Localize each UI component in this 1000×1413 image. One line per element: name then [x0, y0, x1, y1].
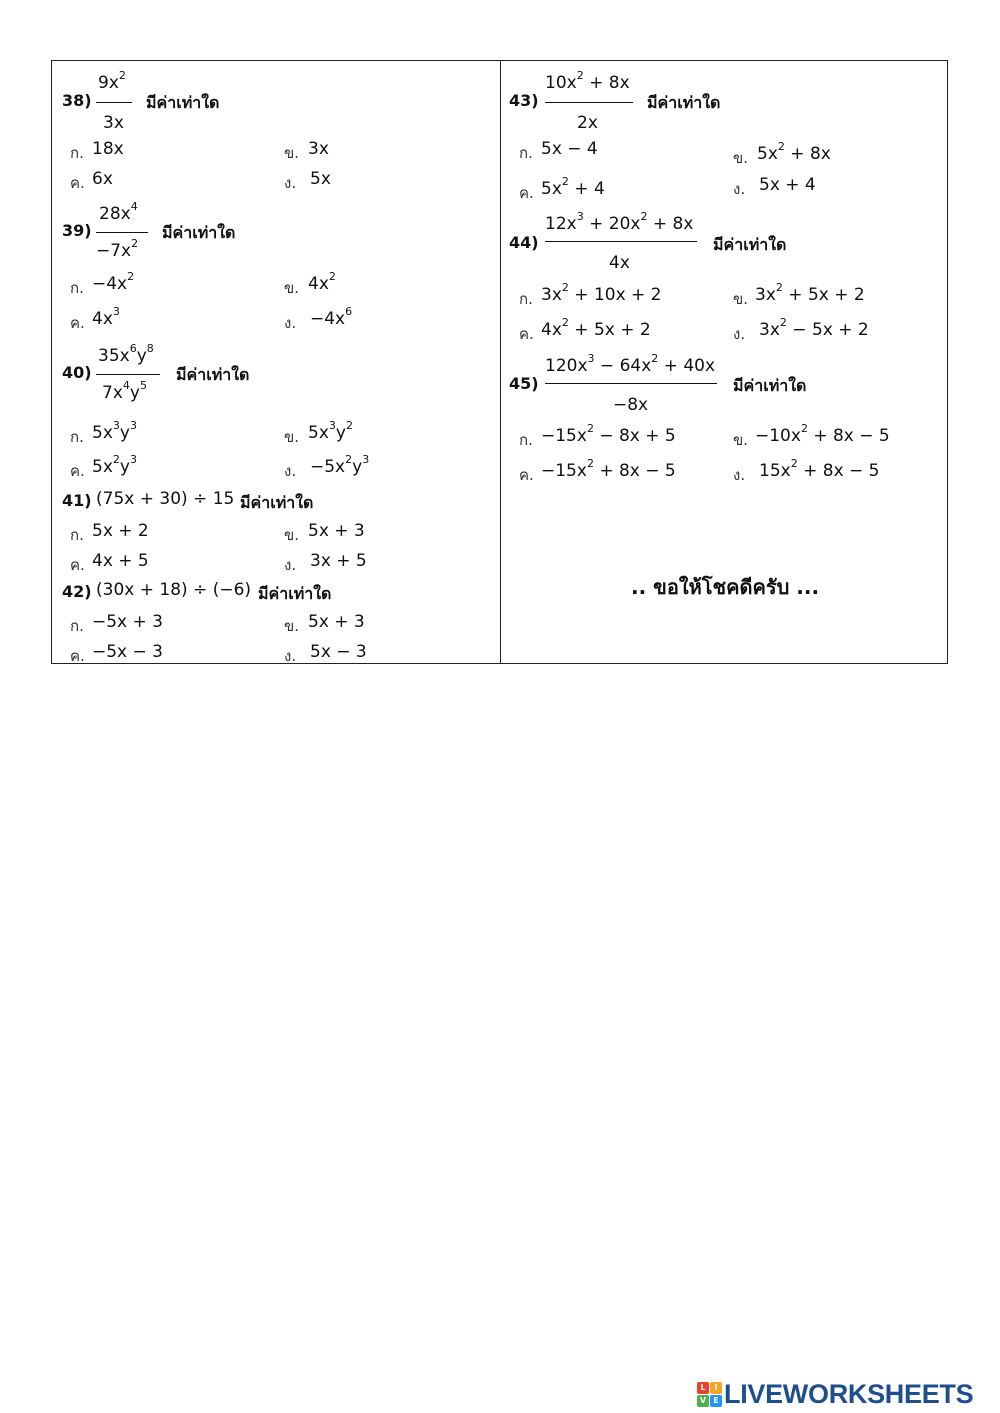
option-label: ค. — [519, 466, 534, 484]
option-label: ข. — [284, 144, 300, 162]
option-c[interactable]: 4x + 5 — [92, 551, 149, 571]
denominator-exponent: 2 — [131, 237, 139, 250]
question-suffix: มีค่าเท่าใด — [733, 376, 807, 395]
option-b-exponent: 2 — [328, 270, 336, 283]
question-suffix: มีค่าเท่าใด — [647, 93, 721, 112]
option-d-exponent: 6 — [345, 305, 353, 318]
option-label: ง. — [733, 466, 746, 484]
question-suffix: มีค่าเท่าใด — [713, 235, 787, 254]
question-expression: (30x + 18) ÷ (−6) — [96, 580, 252, 600]
option-c-exponent: 3 — [112, 305, 120, 318]
option-a[interactable]: 5x + 2 — [92, 521, 149, 541]
fraction-bar — [545, 241, 697, 242]
left-column — [52, 61, 500, 663]
option-d[interactable] — [310, 305, 353, 329]
option-c[interactable]: −5x − 3 — [92, 642, 163, 662]
option-b[interactable]: $-10x^2 + 8x - 5$ — [755, 422, 890, 446]
option-label: ค. — [70, 314, 85, 332]
option-a[interactable]: −5x + 3 — [92, 612, 163, 632]
fraction-bar — [545, 102, 633, 103]
numerator — [98, 69, 126, 93]
denominator: 4x — [609, 253, 630, 273]
denominator: $7x^4y^5$ — [102, 379, 147, 403]
option-label: ก. — [519, 431, 533, 449]
option-a-exponent: 2 — [127, 270, 135, 283]
option-b[interactable] — [308, 270, 336, 294]
question-number: 44) — [509, 233, 539, 252]
option-d[interactable]: 3x + 5 — [310, 551, 367, 571]
option-c[interactable]: $-15x^2 + 8x - 5$ — [541, 457, 676, 481]
numerator-text: 28x — [99, 204, 131, 224]
question-number: 40) — [62, 363, 92, 382]
option-a[interactable]: $3x^2 + 10x + 2$ — [541, 281, 662, 305]
option-c[interactable]: 6x — [92, 169, 113, 189]
option-label: ง. — [733, 180, 746, 198]
option-label: ง. — [284, 647, 297, 665]
numerator: $35x^6y^8$ — [98, 342, 154, 366]
numerator: $10x^2 + 8x$ — [545, 69, 630, 93]
closing-message: .. ขอให้โชคดีครับ ... — [631, 575, 820, 599]
numerator — [99, 200, 138, 224]
option-label: ค. — [519, 325, 534, 343]
numerator: $12x^3 + 20x^2 + 8x$ — [545, 210, 694, 234]
option-label: ข. — [733, 149, 749, 167]
question-suffix: มีค่าเท่าใด — [162, 223, 236, 242]
question-number: 38) — [62, 91, 92, 110]
option-c-text: 4x — [92, 309, 113, 329]
brand-mark-letter: V — [697, 1395, 709, 1407]
option-a-text: −4x — [92, 274, 128, 294]
option-label: ง. — [733, 325, 746, 343]
numerator-exponent: 4 — [130, 200, 138, 213]
option-label: ค. — [70, 462, 85, 480]
option-label: ง. — [284, 314, 297, 332]
option-d[interactable]: $3x^2 - 5x + 2$ — [759, 316, 869, 340]
option-b[interactable]: $5x^3y^2$ — [308, 419, 353, 443]
option-label: ก. — [70, 428, 84, 446]
option-a[interactable] — [92, 270, 135, 294]
option-label: ข. — [284, 526, 300, 544]
question-suffix: มีค่าเท่าใด — [176, 365, 250, 384]
brand-name: LIVEWORKSHEETS — [724, 1378, 974, 1409]
option-b[interactable]: 3x — [308, 139, 329, 159]
option-c[interactable] — [92, 305, 120, 329]
option-b[interactable]: $3x^2 + 5x + 2$ — [755, 281, 865, 305]
option-label: ก. — [70, 279, 84, 297]
option-label: ง. — [284, 556, 297, 574]
question-number: 43) — [509, 91, 539, 110]
numerator-exponent: 2 — [118, 69, 126, 82]
fraction-bar — [96, 232, 148, 233]
denominator — [96, 237, 139, 261]
question-expression: (75x + 30) ÷ 15 — [96, 489, 235, 509]
option-label: ก. — [70, 526, 84, 544]
option-label: ง. — [284, 462, 297, 480]
numerator-text: 9x — [98, 73, 119, 93]
denominator-text: −7x — [96, 241, 132, 261]
option-label: ข. — [733, 431, 749, 449]
option-label: ข. — [733, 290, 749, 308]
brand-mark-icon — [697, 1382, 722, 1407]
option-c[interactable]: $5x^2 + 4$ — [541, 175, 605, 199]
option-a[interactable]: 18x — [92, 139, 124, 159]
option-label: ก. — [70, 144, 84, 162]
option-label: ข. — [284, 617, 300, 635]
option-d[interactable]: $15x^2 + 8x - 5$ — [759, 457, 880, 481]
denominator: 2x — [577, 113, 598, 133]
option-d[interactable]: 5x − 3 — [310, 642, 367, 662]
question-suffix: มีค่าเท่าใด — [258, 584, 332, 603]
option-b[interactable]: $5x^2 + 8x$ — [757, 140, 831, 164]
option-b[interactable]: 5x + 3 — [308, 612, 365, 632]
option-label: ค. — [70, 647, 85, 665]
liveworksheets-logo — [697, 1378, 973, 1410]
option-a[interactable]: 5x − 4 — [541, 139, 598, 159]
option-a[interactable]: $5x^3y^3$ — [92, 419, 137, 443]
option-label: ง. — [284, 174, 297, 192]
option-label: ก. — [70, 617, 84, 635]
brand-mark-letter: I — [710, 1382, 722, 1394]
denominator: −8x — [613, 395, 649, 415]
option-label: ก. — [519, 290, 533, 308]
option-d[interactable]: 5x — [310, 169, 331, 189]
option-c[interactable]: $4x^2 + 5x + 2$ — [541, 316, 651, 340]
option-d[interactable]: 5x + 4 — [759, 175, 816, 195]
option-b[interactable]: 5x + 3 — [308, 521, 365, 541]
question-number: 42) — [62, 582, 92, 601]
question-number: 45) — [509, 374, 539, 393]
option-b-text: 4x — [308, 274, 329, 294]
fraction-bar — [96, 374, 160, 375]
option-label: ค. — [70, 174, 85, 192]
option-a[interactable]: $-15x^2 - 8x + 5$ — [541, 422, 676, 446]
option-d[interactable]: $-5x^2y^3$ — [310, 453, 370, 477]
denominator: 3x — [103, 113, 124, 133]
question-suffix: มีค่าเท่าใด — [240, 493, 314, 512]
option-label: ค. — [70, 556, 85, 574]
question-number: 41) — [62, 491, 92, 510]
question-suffix: มีค่าเท่าใด — [146, 93, 220, 112]
option-d-text: −4x — [310, 309, 346, 329]
option-c[interactable]: $5x^2y^3$ — [92, 453, 137, 477]
brand-mark-letter: E — [710, 1395, 722, 1407]
option-label: ก. — [519, 144, 533, 162]
fraction-bar — [545, 383, 717, 384]
option-label: ค. — [519, 184, 534, 202]
fraction-bar — [96, 102, 132, 103]
brand-mark-letter: L — [697, 1382, 709, 1394]
numerator: $120x^3 - 64x^2 + 40x$ — [545, 352, 716, 376]
option-label: ข. — [284, 428, 300, 446]
question-number: 39) — [62, 221, 92, 240]
option-label: ข. — [284, 279, 300, 297]
